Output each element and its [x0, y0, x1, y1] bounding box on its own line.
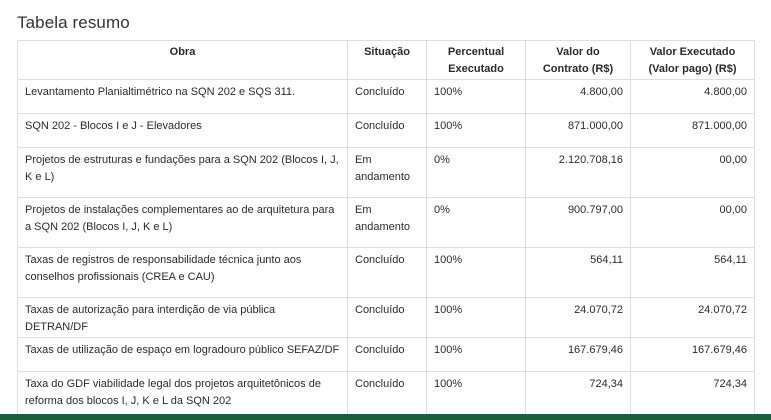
- table-row: [18, 148, 755, 198]
- cell-percentual: 100%: [427, 114, 526, 148]
- table-row: [18, 198, 755, 248]
- cell-valor-contrato: 2.120.708,16: [526, 148, 631, 198]
- cell-valor-contrato: 564,11: [526, 248, 631, 298]
- cell-obra: Taxas de utilização de espaço em logradouro público SEFAZ/DF: [18, 338, 348, 372]
- cell-valor-contrato: 724,34: [526, 372, 631, 420]
- cell-situacao: Concluído: [348, 80, 427, 114]
- cell-obra: Levantamento Planialtimétrico na SQN 202 e SQS 311.: [18, 80, 348, 114]
- table-header-row: [18, 41, 755, 80]
- cell-obra: Taxa do GDF viabilidade legal dos projetos arquitetônicos de reforma dos blocos I, J, K e L da SQN 202: [18, 372, 348, 420]
- cell-situacao: Concluído: [348, 338, 427, 372]
- cell-percentual: 100%: [427, 338, 526, 372]
- cell-valor-contrato: 900.797,00: [526, 198, 631, 248]
- cell-valor-contrato: 167.679,46: [526, 338, 631, 372]
- cell-valor-executado: 00,00: [631, 198, 755, 248]
- column-header-valor-contrato: Valor do Contrato (R$): [526, 41, 631, 80]
- cell-percentual: 100%: [427, 248, 526, 298]
- summary-table: [17, 40, 755, 420]
- column-header-situacao: Situação: [348, 41, 427, 80]
- column-header-obra: Obra: [18, 41, 348, 80]
- cell-valor-executado: 00,00: [631, 148, 755, 198]
- cell-situacao: Concluído: [348, 114, 427, 148]
- page-title: Tabela resumo: [17, 13, 130, 32]
- cell-valor-executado: 564,11: [631, 248, 755, 298]
- cell-situacao: Em andamento: [348, 198, 427, 248]
- cell-percentual: 0%: [427, 148, 526, 198]
- table-row: [18, 248, 755, 298]
- table-row: [18, 114, 755, 148]
- table-row: [18, 298, 755, 338]
- cell-valor-contrato: 4.800,00: [526, 80, 631, 114]
- cell-percentual: 100%: [427, 298, 526, 338]
- table-row: [18, 338, 755, 372]
- cell-obra: Taxas de registros de responsabilidade técnica junto aos conselhos profissionais (CREA e CAU): [18, 248, 348, 298]
- cell-obra: Projetos de instalações complementares ao de arquitetura para a SQN 202 (Blocos I, J, K e L): [18, 198, 348, 248]
- cell-valor-executado: 167.679,46: [631, 338, 755, 372]
- column-header-valor-executado: Valor Executado (Valor pago) (R$): [631, 41, 755, 80]
- cell-valor-executado: 724,34: [631, 372, 755, 420]
- cell-percentual: 0%: [427, 198, 526, 248]
- cell-percentual: 100%: [427, 372, 526, 420]
- cell-situacao: Concluído: [348, 372, 427, 420]
- cell-valor-executado: 24.070,72: [631, 298, 755, 338]
- cell-valor-contrato: 871.000,00: [526, 114, 631, 148]
- cell-situacao: Em andamento: [348, 148, 427, 198]
- cell-situacao: Concluído: [348, 248, 427, 298]
- cell-obra: Taxas de autorização para interdição de via pública DETRAN/DF: [18, 298, 348, 338]
- footer-bar: [0, 414, 771, 420]
- cell-obra: SQN 202 - Blocos I e J - Elevadores: [18, 114, 348, 148]
- cell-valor-executado: 871.000,00: [631, 114, 755, 148]
- column-header-percentual: Percentual Executado: [427, 41, 526, 80]
- table-row: [18, 80, 755, 114]
- table-row: [18, 372, 755, 420]
- cell-valor-executado: 4.800,00: [631, 80, 755, 114]
- cell-situacao: Concluído: [348, 298, 427, 338]
- cell-percentual: 100%: [427, 80, 526, 114]
- cell-obra: Projetos de estruturas e fundações para a SQN 202 (Blocos I, J, K e L): [18, 148, 348, 198]
- cell-valor-contrato: 24.070,72: [526, 298, 631, 338]
